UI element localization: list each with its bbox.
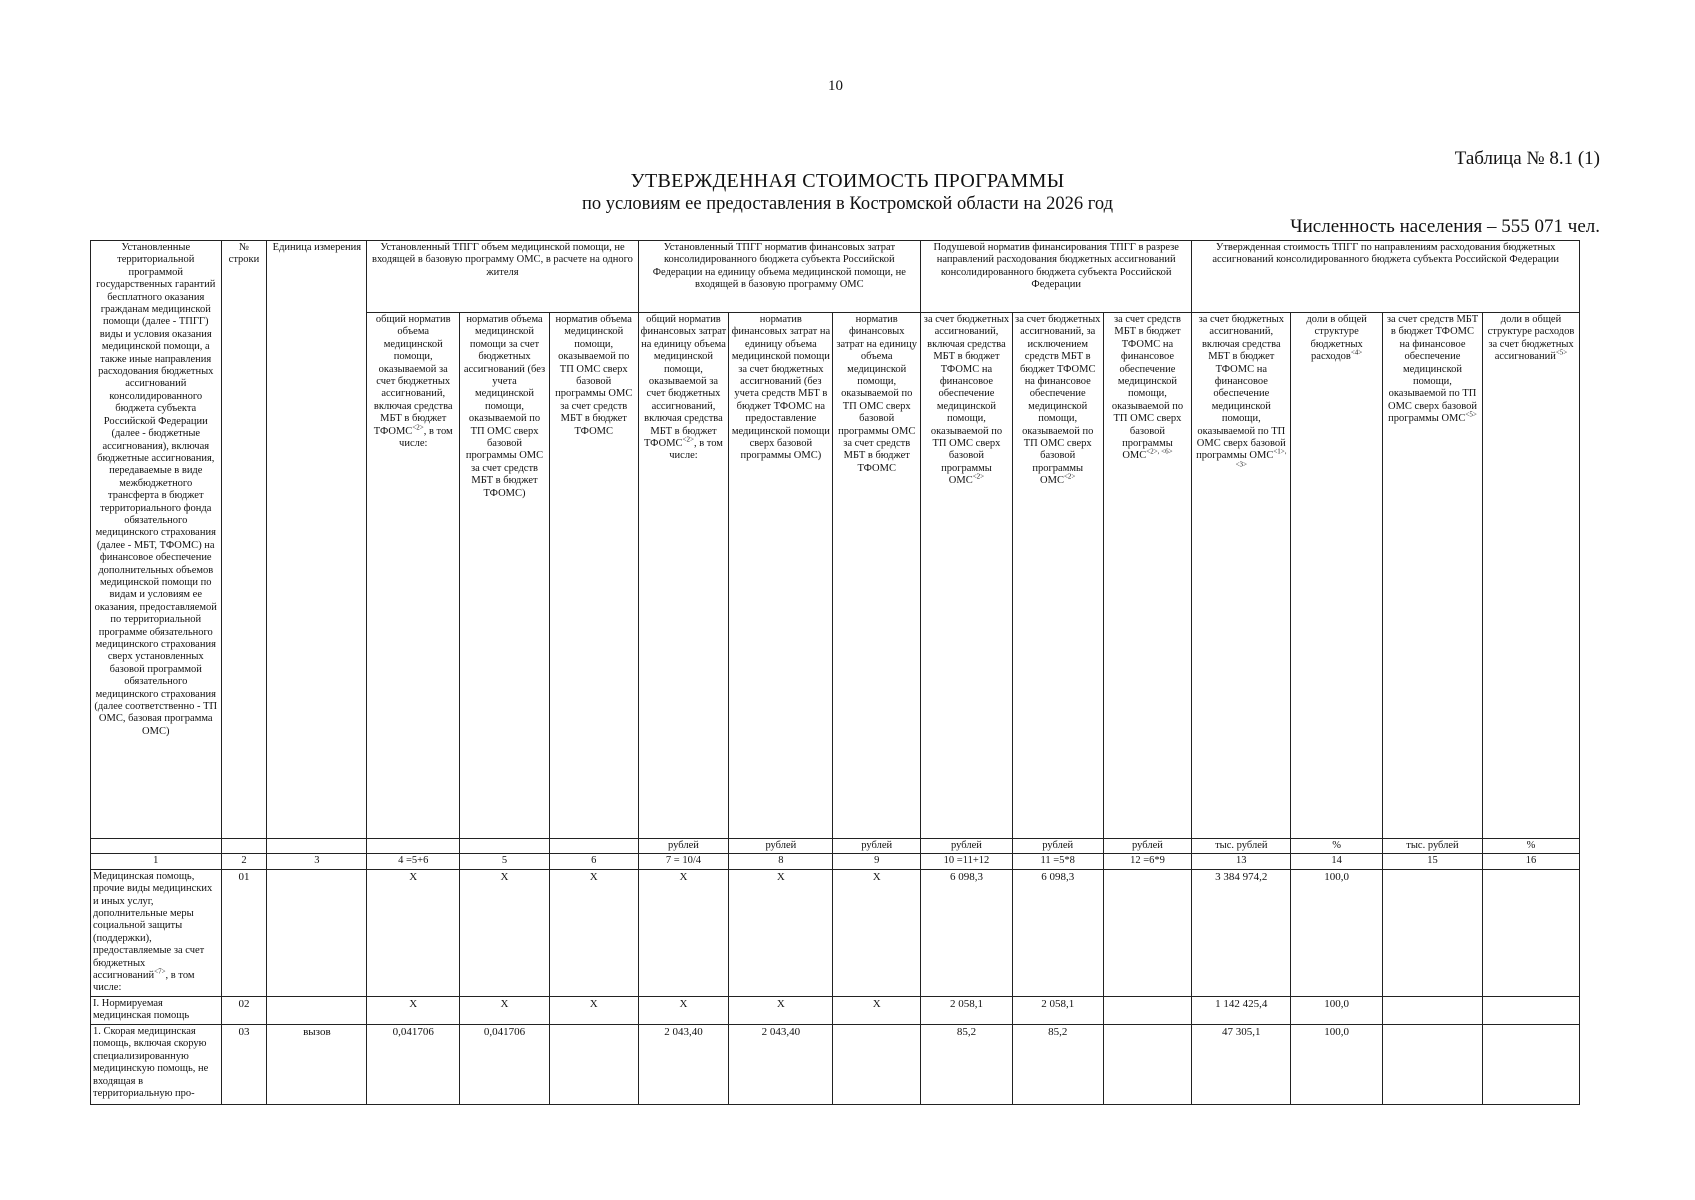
- column-number: 4 =5+6: [367, 854, 460, 869]
- row-cell: Х: [638, 869, 729, 996]
- row-cell: 02: [221, 996, 267, 1024]
- unit-cell: [221, 839, 267, 854]
- unit-cell: [367, 839, 460, 854]
- header-col16: доли в общей структуре расходов за счет бюджетных ассигнований$^{<5>}$: [1482, 313, 1579, 839]
- row-cell: 6 098,3: [1012, 869, 1103, 996]
- column-number: 6: [549, 854, 638, 869]
- header-col13: за счет бюджетных ассигнований, включая средства МБТ в бюджет ТФОМС на финансовое обеспечение медицинской помощи, оказываемой по ТП ОМС сверх базовой программы $ОМС^{<1>, <3>}$: [1192, 313, 1291, 839]
- unit-cell: %: [1482, 839, 1579, 854]
- column-number: 12 =6*9: [1103, 854, 1192, 869]
- column-number: 8: [729, 854, 833, 869]
- table-row: [91, 869, 1580, 996]
- row-name: I. Нормируемая медицинская помощь: [91, 996, 222, 1024]
- row-name: 1. Скорая медицинская помощь, включая скорую специализированную медицинскую помощь, не входящая в территориальную про-: [91, 1024, 222, 1104]
- unit-cell: тыс. рублей: [1192, 839, 1291, 854]
- row-cell: 47 305,1: [1192, 1024, 1291, 1104]
- row-cell: 2 058,1: [1012, 996, 1103, 1024]
- row-cell: Х: [367, 996, 460, 1024]
- unit-cell: рублей: [833, 839, 921, 854]
- row-cell: 85,2: [921, 1024, 1013, 1104]
- column-number: 1: [91, 854, 222, 869]
- row-cell: 2 043,40: [638, 1024, 729, 1104]
- unit-cell: рублей: [638, 839, 729, 854]
- row-cell: 2 043,40: [729, 1024, 833, 1104]
- header-col7: общий норматив финансовых затрат на единицу объема медицинской помощи, оказываемой за счет бюджетных ассигнований, включая средства МБТ в бюджет $ТФОМС^{<2>}$, в том числе:: [638, 313, 729, 839]
- header-col10: за счет бюджетных ассигнований, включая средства МБТ в бюджет ТФОМС на финансовое обеспечение медицинской помощи, оказываемой по ТП ОМС сверх базовой программы $ОМС^{<2>}$: [921, 313, 1013, 839]
- row-cell: 6 098,3: [921, 869, 1013, 996]
- unit-cell: рублей: [1012, 839, 1103, 854]
- row-cell: [1103, 996, 1192, 1024]
- header-group-cost: Установленный ТПГГ норматив финансовых затрат консолидированного бюджета субъекта Российской Федерации на единицу объема медицинской помощи, не входящей в базовую программу ОМС: [638, 241, 920, 313]
- column-number: 9: [833, 854, 921, 869]
- units-row: [91, 839, 1580, 854]
- table-number: Таблица № 8.1 (1): [1454, 148, 1600, 169]
- header-group-volume: Установленный ТПГГ объем медицинской помощи, не входящей в базовую программу ОМС, в расчете на одного жителя: [367, 241, 638, 313]
- unit-cell: [460, 839, 550, 854]
- row-cell: [1103, 869, 1192, 996]
- unit-cell: рублей: [921, 839, 1013, 854]
- column-number: 16: [1482, 854, 1579, 869]
- header-row-groups: [91, 241, 1580, 313]
- row-cell: [1103, 1024, 1192, 1104]
- row-cell: Х: [460, 869, 550, 996]
- unit-cell: [549, 839, 638, 854]
- header-col6: норматив объема медицинской помощи, оказываемой по ТП ОМС сверх базовой программы ОМС за счет средств МБТ в бюджет ТФОМС: [549, 313, 638, 839]
- row-cell: 03: [221, 1024, 267, 1104]
- column-number: 15: [1383, 854, 1483, 869]
- row-cell: [267, 869, 367, 996]
- column-number: 14: [1291, 854, 1383, 869]
- row-cell: [1383, 1024, 1483, 1104]
- row-cell: 0,041706: [460, 1024, 550, 1104]
- row-cell: Х: [367, 869, 460, 996]
- row-cell: 100,0: [1291, 996, 1383, 1024]
- header-col3: Единица измерения: [267, 241, 367, 839]
- row-name: Медицинская помощь, прочие виды медицинских и иных услуг, дополнительные меры социальной защиты (поддержки), предоставляемые за счет бюджетных ассигнований$^{<7>}$, в том числе:: [91, 869, 222, 996]
- column-number: 7 = 10/4: [638, 854, 729, 869]
- header-col12: за счет средств МБТ в бюджет ТФОМС на финансовое обеспечение медицинской помощи, оказываемой по ТП ОМС сверх базовой программы $ОМС^{<2>, <6>}$: [1103, 313, 1192, 839]
- row-cell: 01: [221, 869, 267, 996]
- row-cell: [1383, 996, 1483, 1024]
- row-cell: 2 058,1: [921, 996, 1013, 1024]
- row-cell: Х: [460, 996, 550, 1024]
- table-row: [91, 1024, 1580, 1104]
- column-number: 13: [1192, 854, 1291, 869]
- row-cell: [833, 1024, 921, 1104]
- unit-cell: [267, 839, 367, 854]
- row-cell: Х: [638, 996, 729, 1024]
- row-cell: 0,041706: [367, 1024, 460, 1104]
- header-col14: доли в общей структуре бюджетных расходов$^{<4>}$: [1291, 313, 1383, 839]
- population-note: Численность населения – 555 071 чел.: [1290, 216, 1600, 237]
- unit-cell: [91, 839, 222, 854]
- header-col8: норматив финансовых затрат на единицу объема медицинской помощи за счет бюджетных ассигнований (без учета средств МБТ в бюджет ТФОМС на предоставление медицинской помощи сверх базовой программы ОМС): [729, 313, 833, 839]
- header-group-approved: Утвержденная стоимость ТПГГ по направлениям расходования бюджетных ассигнований консолидированного бюджета субъекта Российской Федерации: [1192, 241, 1580, 313]
- unit-cell: рублей: [1103, 839, 1192, 854]
- column-number: 10 =11+12: [921, 854, 1013, 869]
- table-row: [91, 996, 1580, 1024]
- row-cell: Х: [549, 996, 638, 1024]
- header-col15: за счет средств МБТ в бюджет ТФОМС на финансовое обеспечение медицинской помощи, оказываемой по ТП ОМС сверх базовой программы $ОМС^{<5>}$: [1383, 313, 1483, 839]
- row-cell: [1482, 869, 1579, 996]
- cost-table: [90, 240, 1580, 1105]
- column-numbers-row: [91, 854, 1580, 869]
- column-number: 11 =5*8: [1012, 854, 1103, 869]
- row-cell: Х: [729, 996, 833, 1024]
- row-cell: [549, 1024, 638, 1104]
- header-col9: норматив финансовых затрат на единицу объема медицинской помощи, оказываемой по ТП ОМС сверх базовой программы ОМС за счет средств МБТ в бюджет ТФОМС: [833, 313, 921, 839]
- header-col4: общий норматив объема медицинской помощи, оказываемой за счет бюджетных ассигнований, включая средства МБТ в бюджет $ТФОМС^{<2>}$, в том числе:: [367, 313, 460, 839]
- row-cell: Х: [833, 869, 921, 996]
- row-cell: 100,0: [1291, 1024, 1383, 1104]
- row-cell: 1 142 425,4: [1192, 996, 1291, 1024]
- row-cell: [1383, 869, 1483, 996]
- row-cell: 100,0: [1291, 869, 1383, 996]
- document-subtitle: по условиям ее предоставления в Костромской области на 2026 год: [581, 194, 1114, 214]
- header-col5: норматив объема медицинской помощи за счет бюджетных ассигнований (без учета медицинской помощи, оказываемой по ТП ОМС сверх базовой программы ОМС за счет средств МБТ в бюджет ТФОМС): [460, 313, 550, 839]
- unit-cell: тыс. рублей: [1383, 839, 1483, 854]
- header-group-percapita: Подушевой норматив финансирования ТПГГ в разрезе направлений расходования бюджетных ассигнований консолидированного бюджета субъекта Российской Федерации: [921, 241, 1192, 313]
- row-cell: [1482, 1024, 1579, 1104]
- document-title: УТВЕРЖДЕННАЯ СТОИМОСТЬ ПРОГРАММЫ: [630, 170, 1065, 192]
- header-col2: № строки: [221, 241, 267, 839]
- row-cell: 85,2: [1012, 1024, 1103, 1104]
- header-col11: за счет бюджетных ассигнований, за исключением средств МБТ в бюджет ТФОМС на финансовое обеспечение медицинской помощи, оказываемой по ТП ОМС сверх базовой программы $ОМС^{<2>}$: [1012, 313, 1103, 839]
- unit-cell: %: [1291, 839, 1383, 854]
- column-number: 3: [267, 854, 367, 869]
- header-col1: Установленные территориальной программой государственных гарантий бесплатного оказания гражданам медицинской помощи (далее - ТПГГ) виды и условия оказания медицинской помощи, а также иные направления расходования бюджетных ассигнований консолидированного бюджета субъекта Российской Федерации (далее - бюджетные ассигнования), включая бюджетные ассигнования, передаваемые в виде межбюджетного трансферта в бюджет территориального фонда обязательного медицинского страхования (далее - МБТ, ТФОМС) на финансовое обеспечение дополнительных объемов медицинской помощи по видам и условиям ее оказания, предоставляемой по территориальной программе обязательного медицинского страхования сверх установленных базовой программой обязательного медицинского страхования (далее соответственно - ТП ОМС, базовая программа ОМС): [91, 241, 222, 839]
- row-cell: Х: [549, 869, 638, 996]
- row-cell: Х: [833, 996, 921, 1024]
- row-cell: 3 384 974,2: [1192, 869, 1291, 996]
- column-number: 2: [221, 854, 267, 869]
- row-cell: вызов: [267, 1024, 367, 1104]
- row-cell: [267, 996, 367, 1024]
- row-cell: [1482, 996, 1579, 1024]
- column-number: 5: [460, 854, 550, 869]
- unit-cell: рублей: [729, 839, 833, 854]
- page-number: 10: [828, 78, 843, 94]
- row-cell: Х: [729, 869, 833, 996]
